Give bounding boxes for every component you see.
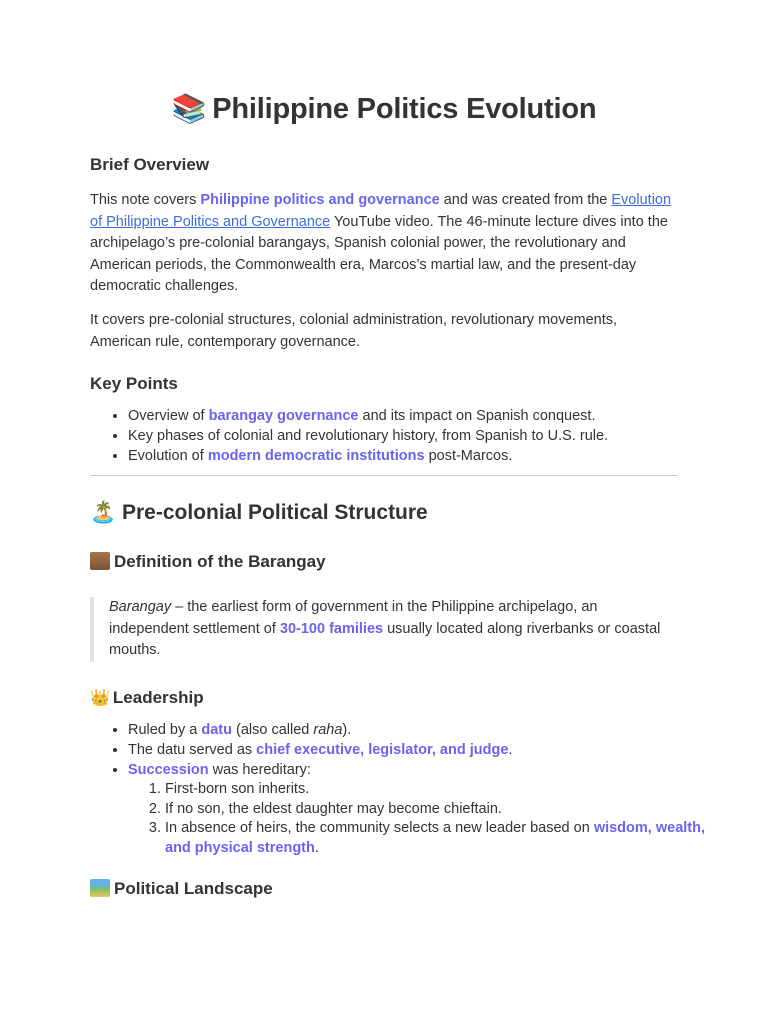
list-item: • Key phases of colonial and revolutionary history, from Spanish to U.S. rule. xyxy=(128,426,716,446)
highlight-roles: chief executive, legislator, and judge xyxy=(256,742,509,758)
section-heading-text: Pre-colonial Political Structure xyxy=(122,501,428,524)
page-title xyxy=(0,92,768,126)
list-item: • The datu served as chief executive, legislator, and judge. xyxy=(128,740,716,760)
overview-text: YouTube video. The 46-minute lecture dives into the archipelago’s pre-colonial barangays, Spanish colonial power, the revolutionary and American periods, the Commonwealth era, Marcos’s martial law, and the present-day democratic challenges. xyxy=(90,213,668,295)
list-item: 2. If no son, the eldest daughter may become chieftain. xyxy=(165,800,716,820)
highlight-barangay-governance: barangay governance xyxy=(208,408,359,424)
definition-heading-text: Definition of the Barangay xyxy=(114,552,326,571)
landscape-heading xyxy=(90,879,273,899)
list-item: 1. First-born son inherits. xyxy=(165,780,716,800)
key-points-list xyxy=(0,406,716,466)
overview-text: This note covers xyxy=(90,192,201,208)
section-heading xyxy=(90,500,428,525)
list-item: • Evolution of modern democratic institutions post-Marcos. xyxy=(128,446,716,466)
highlight-datu: datu xyxy=(201,722,232,738)
term-barangay: Barangay xyxy=(109,599,172,615)
list-item: • Succession was hereditary: 1. First-born son inherits. 2. If no son, the eldest daughter may become chieftain. 3. In absence of heirs, the community selects a new leader based on wisdom, wealth, and physical strength. xyxy=(128,760,716,858)
leadership-heading-text: Leadership xyxy=(112,688,204,707)
list-item: 3. In absence of heirs, the community selects a new leader based on wisdom, wealth, and physical strength. xyxy=(165,819,716,858)
island-icon: 🏝️ xyxy=(90,500,117,524)
leadership-heading xyxy=(90,688,204,708)
list-item: • Ruled by a datu (also called raha). xyxy=(128,720,716,740)
landscape-heading-text: Political Landscape xyxy=(114,879,273,898)
highlight-succession: Succession xyxy=(128,762,209,778)
crown-icon: 👑 xyxy=(90,688,110,707)
leadership-list xyxy=(0,720,716,858)
overview-heading: Brief Overview xyxy=(90,155,210,174)
highlight-politics: Philippine politics and governance xyxy=(200,192,440,208)
term-raha: raha xyxy=(313,722,343,738)
scroll-icon xyxy=(90,552,110,570)
page-title-text: Philippine Politics Evolution xyxy=(212,93,597,125)
books-icon: 📚 xyxy=(171,92,207,125)
succession-list xyxy=(145,780,716,858)
definition-heading xyxy=(90,552,326,572)
definition-quote xyxy=(90,597,678,662)
key-points-heading: Key Points xyxy=(90,374,178,393)
highlight-qualities: wisdom, wealth, and physical strength xyxy=(165,820,705,856)
map-icon xyxy=(90,879,110,897)
highlight-democratic-institutions: modern democratic institutions xyxy=(207,448,425,464)
definition-text: Barangay – the earliest form of government in the Philippine archipelago, an independent settlement of 30-100 families usually located along riverbanks or coastal mouths. xyxy=(109,599,661,659)
highlight-families: 30-100 families xyxy=(279,620,384,637)
video-link[interactable]: Evolution of Philippine Politics and Governance xyxy=(90,192,672,230)
divider xyxy=(90,475,678,476)
list-item: • Overview of barangay governance and its impact on Spanish conquest. xyxy=(128,406,716,426)
overview-paragraph-1 xyxy=(90,190,678,298)
overview-text: and was created from the xyxy=(439,192,612,208)
overview-paragraph-2: It covers pre-colonial structures, colonial administration, revolutionary movements, American rule, contemporary governance. xyxy=(90,312,618,350)
